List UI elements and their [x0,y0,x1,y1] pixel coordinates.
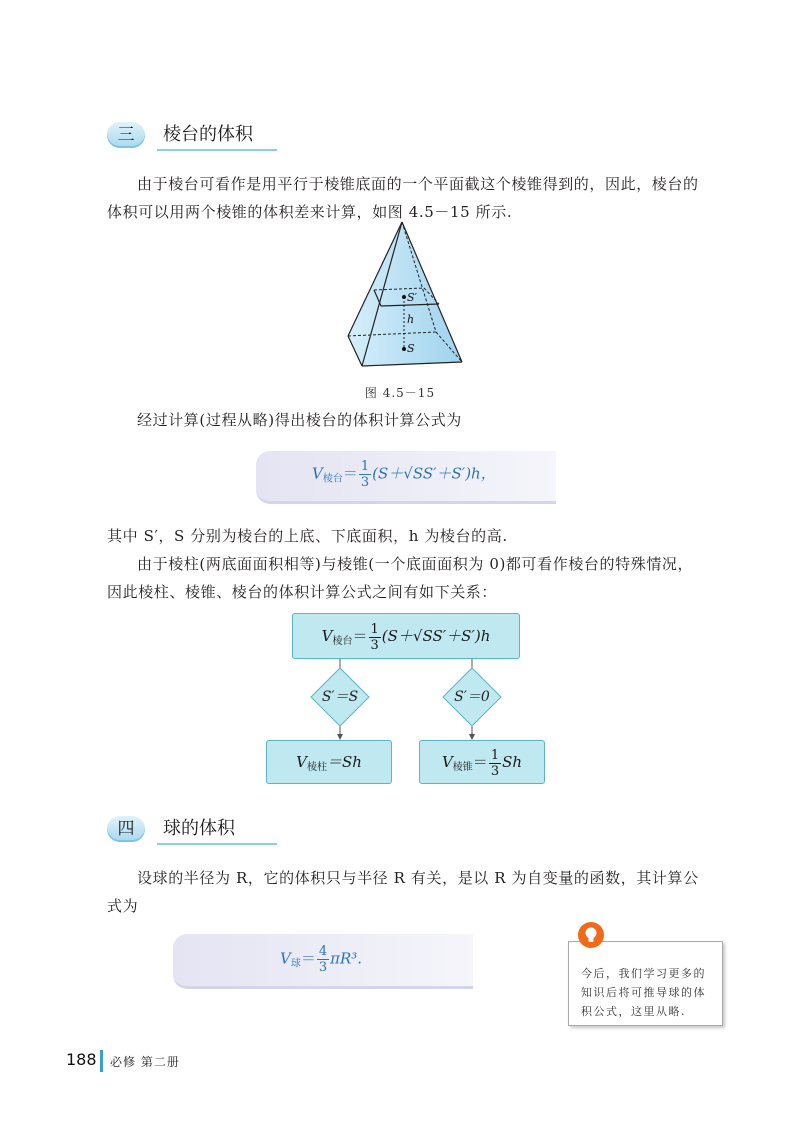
fraction-denominator: 3 [370,637,379,653]
formula-body: ＝Sh [326,753,362,771]
fraction-numerator: 1 [490,747,500,763]
fraction-numerator: 1 [360,459,370,474]
paragraph-sphere-intro: 设球的半径为 R，它的体积只与半径 R 有关，是以 R 为自变量的函数，其计算公式为 [107,869,699,915]
formula-equals: ＝ [472,753,488,771]
flow-box-frustum [292,613,520,659]
fraction-denominator: 3 [360,475,370,490]
flow-box-pyramid [419,740,545,784]
formula-body: Sh [502,753,523,771]
side-note-text: 今后，我们学习更多的知识后将可推导球的体积公式，这里从略. [581,967,706,1018]
lightbulb-icon [576,920,606,950]
formula-body: πR³. [330,949,363,968]
formula-fraction [359,459,371,490]
page-number-divider [100,1050,103,1072]
fraction-numerator: 1 [370,621,379,637]
formula-body: (S＋√SS′＋S′)h [381,627,491,645]
section-number-badge: 三 [107,122,145,148]
side-note [568,941,723,1026]
formula-fraction [369,622,381,653]
formula-subscript: 棱柱 [306,762,327,773]
fraction-denominator: 3 [318,960,328,975]
top-center-point [402,295,406,299]
formula-subscript: 棱台 [332,636,353,647]
formula-fraction [489,748,501,779]
formula-sphere-volume [280,944,362,975]
section-header-sphere [107,816,287,846]
formula-symbol: V [441,753,453,771]
book-title: 必修 第二册 [110,1055,180,1069]
formula-body: (S＋√SS′＋S′)h， [372,464,496,483]
formula-symbol: V [312,464,323,483]
formula-frustum-volume [312,459,496,490]
formula-equals: ＝ [342,464,358,483]
paragraph-symbols: 其中 S′，S 分别为棱台的上底、下底面积，h 为棱台的高. [107,527,508,545]
formula-equals: ＝ [300,949,316,968]
label-s: S [407,342,415,355]
formula-symbol: V [296,753,307,771]
formula-subscript: 球 [290,958,301,970]
formula-fraction [317,944,329,975]
formula-subscript: 棱台 [322,473,343,485]
section-header-frustum [107,122,287,152]
fraction-denominator: 3 [490,763,500,779]
condition-right: S′＝0 [454,689,490,705]
section-title: 棱台的体积 [157,122,277,151]
section-title: 球的体积 [157,816,277,845]
formula-symbol: V [280,949,291,968]
label-h: h [407,313,415,326]
paragraph-frustum-intro: 由于棱台可看作是用平行于棱锥底面的一个平面截这个棱锥得到的，因此，棱台的体积可以用两个棱锥的体积差来计算，如图 4.5－15 所示. [107,175,699,221]
section-number-badge: 四 [107,816,145,842]
formula-symbol: V [321,627,333,645]
flow-box-prism [266,740,392,784]
formula-equals: ＝ [352,627,368,645]
condition-left: S′＝S [321,689,359,705]
base-center-point [402,347,406,351]
page-number: 188 [66,1050,97,1069]
paragraph-relations: 由于棱柱(两底面面积相等)与棱锥(一个底面面积为 0)都可看作棱台的特殊情况，因此棱柱、棱锥、棱台的体积计算公式之间有如下关系： [107,555,694,601]
figure-caption: 图 4.5－15 [364,386,436,400]
formula-subscript: 棱锥 [452,762,473,773]
pyramid-face [348,222,462,366]
frustum-pyramid-figure [340,218,470,370]
paragraph-formula-lead: 经过计算(过程从略)得出棱台的体积计算公式为 [137,411,462,429]
label-s-prime: S′ [407,291,418,304]
fraction-numerator: 4 [318,944,328,959]
